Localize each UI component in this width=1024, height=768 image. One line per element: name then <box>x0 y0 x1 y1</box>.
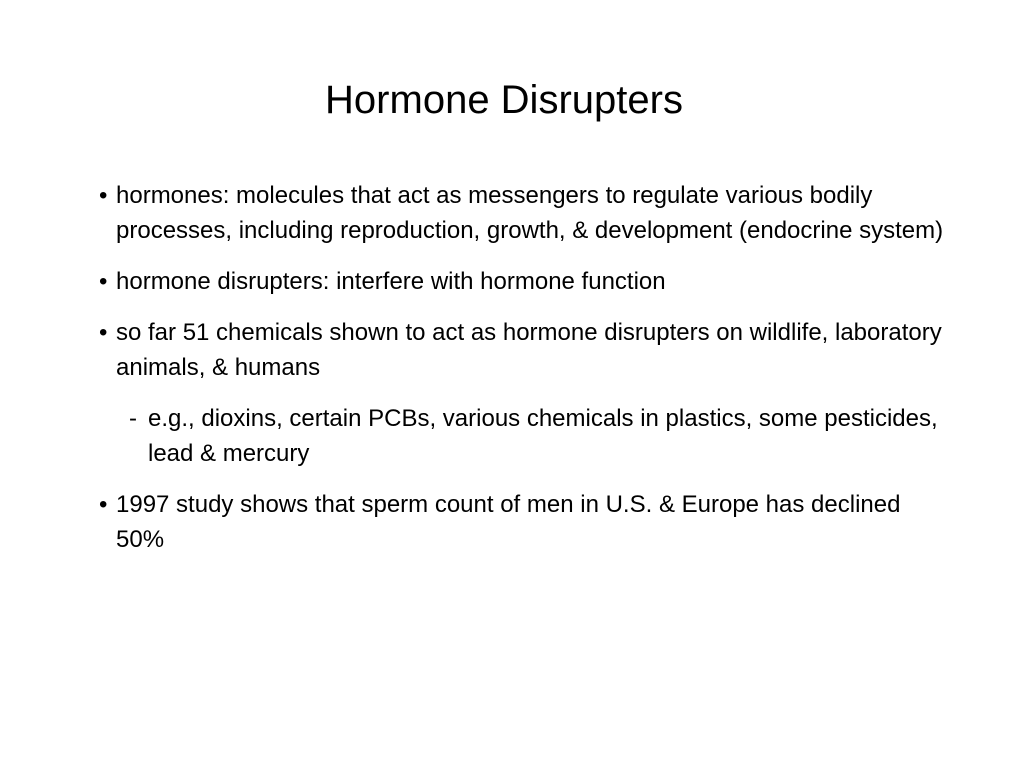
bullet-dot-icon: • <box>99 491 108 518</box>
bullet-text: so far 51 chemicals shown to act as hormone disrupters on wildlife, laboratory animals, & humans <box>116 319 942 381</box>
bullet-item <box>96 178 946 248</box>
slide-title: Hormone Disrupters <box>325 78 683 122</box>
bullet-item <box>96 315 946 471</box>
sub-bullet-item <box>116 401 946 471</box>
sub-bullet-list <box>116 401 946 471</box>
bullet-text: 1997 study shows that sperm count of men in U.S. & Europe has declined 50% <box>116 491 901 553</box>
dash-icon: - <box>129 405 137 432</box>
bullet-dot-icon: • <box>99 319 108 346</box>
bullet-dot-icon: • <box>99 268 108 295</box>
bullet-item <box>96 487 946 557</box>
sub-bullet-text: e.g., dioxins, certain PCBs, various chemicals in plastics, some pesticides, lead & mercury <box>148 405 938 467</box>
bullet-list <box>96 178 946 573</box>
bullet-dot-icon: • <box>99 182 108 209</box>
bullet-item <box>96 264 946 299</box>
bullet-text: hormones: molecules that act as messengers to regulate various bodily processes, including reproduction, growth, & development (endocrine system) <box>116 182 944 244</box>
bullet-text: hormone disrupters: interfere with hormone function <box>116 268 666 295</box>
